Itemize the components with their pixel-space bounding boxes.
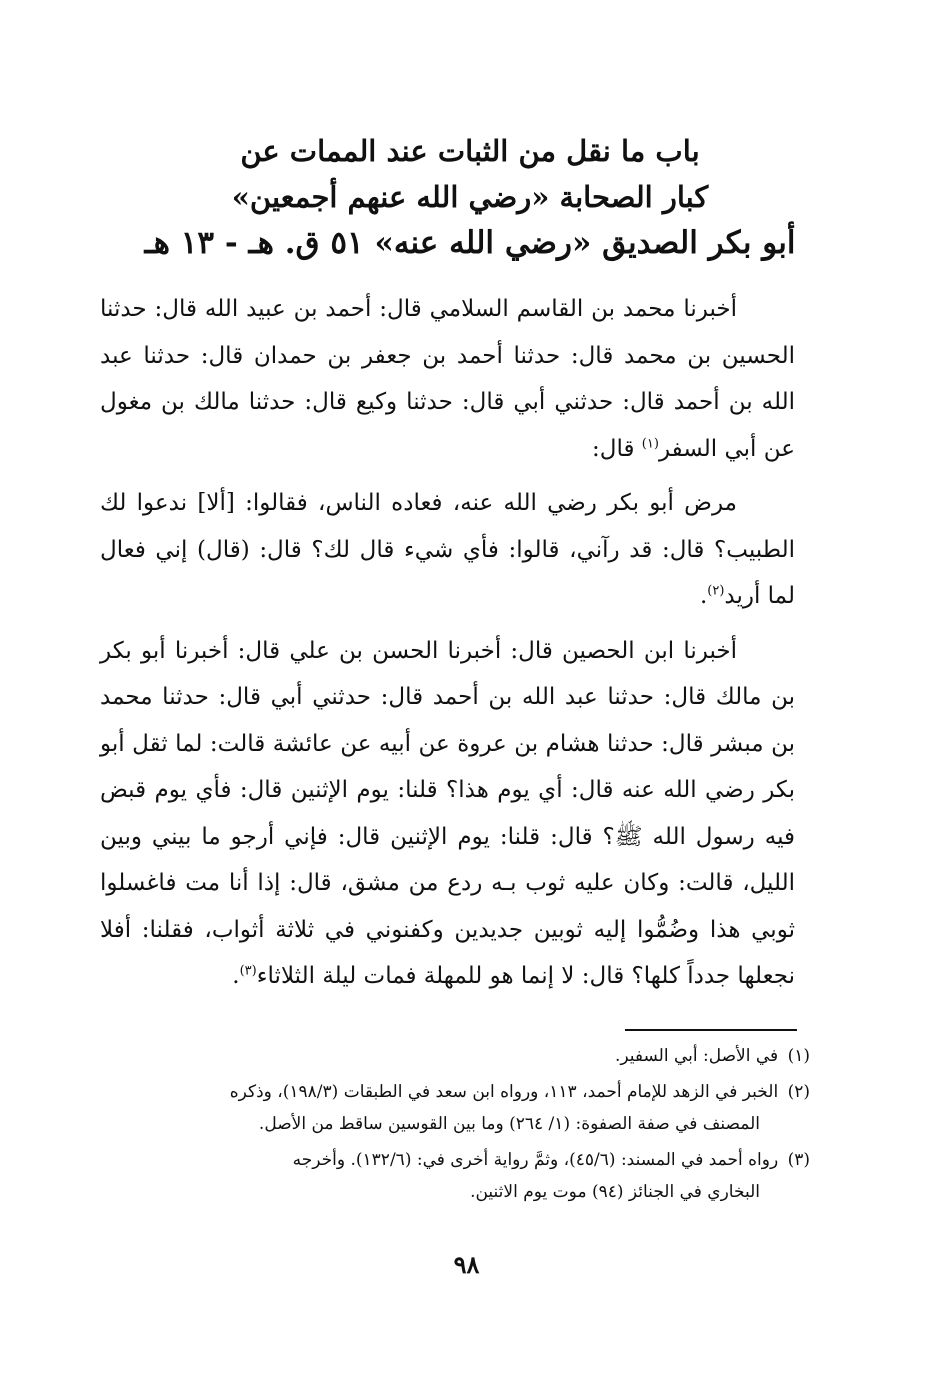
footnote-1-text: في الأصل: أبي السفير.: [615, 1046, 779, 1066]
footnote-2-number: (٢): [787, 1082, 810, 1102]
section-title: أبو بكر الصديق «رضي الله عنه» ٥١ ق. هـ - ١٣ هـ: [144, 225, 796, 261]
paragraph-3-text: أخبرنا ابن الحصين قال: أخبرنا الحسن بن علي قال: أخبرنا أبو بكر بن مالك قال: حدثنا عبد الله بن أحمد قال: حدثني أبي قال: حدثنا محمد بن مبشر قال: حدثنا هشام بن عروة عن أبيه عن عائشة قالت: لما ثقل أبو بكر رضي الله عنه قال: أي يوم هذا؟ قلنا: يوم الإثنين قال: فأي يوم قبض فيه رسول الله ﷺ؟ قال: قلنا: يوم الإثنين قال: فإني أرجو ما بيني وبين الليل، قالت: وكان عليه ثوب بـه ردع من مشق، قال: إذا أنا مت فاغسلوا ثوبي هذا وضُمُّوا إليه ثوبين جديدين وكفنوني في ثلاثة أثواب، فقلنا: أفلا نجعلها جدداً كلها؟ قال: لا إنما هو للمهلة فمات ليلة الثلاثاء: [100, 637, 795, 989]
page-number: ٩٨: [453, 1250, 480, 1279]
paragraph-1: [100, 286, 795, 472]
paragraph-1-text: أخبرنا محمد بن القاسم السلامي قال: أحمد بن عبيد الله قال: حدثنا الحسين بن محمد قال: حدثنا أحمد بن جعفر بن حمدان قال: حدثنا عبد الله بن أحمد قال: حدثني أبي قال: حدثنا وكيع قال: حدثنا مالك بن مغول عن أبي السفر: [100, 296, 795, 462]
footnote-divider: [625, 1029, 797, 1031]
footnote-2: [100, 1076, 810, 1140]
footnote-3-continuation: البخاري في الجنائز (٩٤) موت يوم الاثنين.: [470, 1182, 760, 1202]
chapter-headings: [120, 128, 820, 266]
footnote-ref-1: (١): [641, 435, 659, 451]
chapter-title-line-2: كبار الصحابة «رضي الله عنهم أجمعين»: [231, 180, 709, 214]
paragraph-3: [100, 628, 795, 1000]
footnote-1-number: (١): [787, 1046, 810, 1066]
footnote-2-continuation: المصنف في صفة الصفوة: (١/ ٢٦٤) وما بين القوسين ساقط من الأصل.: [258, 1114, 760, 1134]
main-text: [100, 286, 795, 1008]
footnote-3: [100, 1144, 810, 1208]
paragraph-2: [100, 480, 795, 620]
footnotes: [100, 1040, 810, 1212]
footnote-1: [100, 1040, 810, 1072]
footnote-3-text: رواه أحمد في المسند: (٤٥/٦)، وثمَّ رواية أخرى في: (١٣٢/٦). وأخرجه: [292, 1150, 779, 1170]
paragraph-2-tail: .: [699, 583, 708, 609]
paragraph-1-tail: قال:: [592, 435, 642, 462]
paragraph-2-text: مرض أبو بكر رضي الله عنه، فعاده الناس، فقالوا: [ألا] ندعوا لك الطبيب؟ قال: قد رآني، قالوا: فأي شيء قال لك؟ قال: (قال) إني فعال لما أريد: [100, 490, 795, 609]
footnote-ref-3: (٣): [239, 963, 257, 979]
chapter-title-line-1: باب ما نقل من الثبات عند الممات عن: [240, 134, 700, 168]
footnote-ref-2: (٢): [707, 583, 725, 599]
footnote-2-text: الخبر في الزهد للإمام أحمد، ١١٣، ورواه ابن سعد في الطبقات (١٩٨/٣)، وذكره: [229, 1082, 779, 1102]
paragraph-3-tail: .: [232, 963, 240, 989]
footnote-3-number: (٣): [787, 1150, 810, 1170]
